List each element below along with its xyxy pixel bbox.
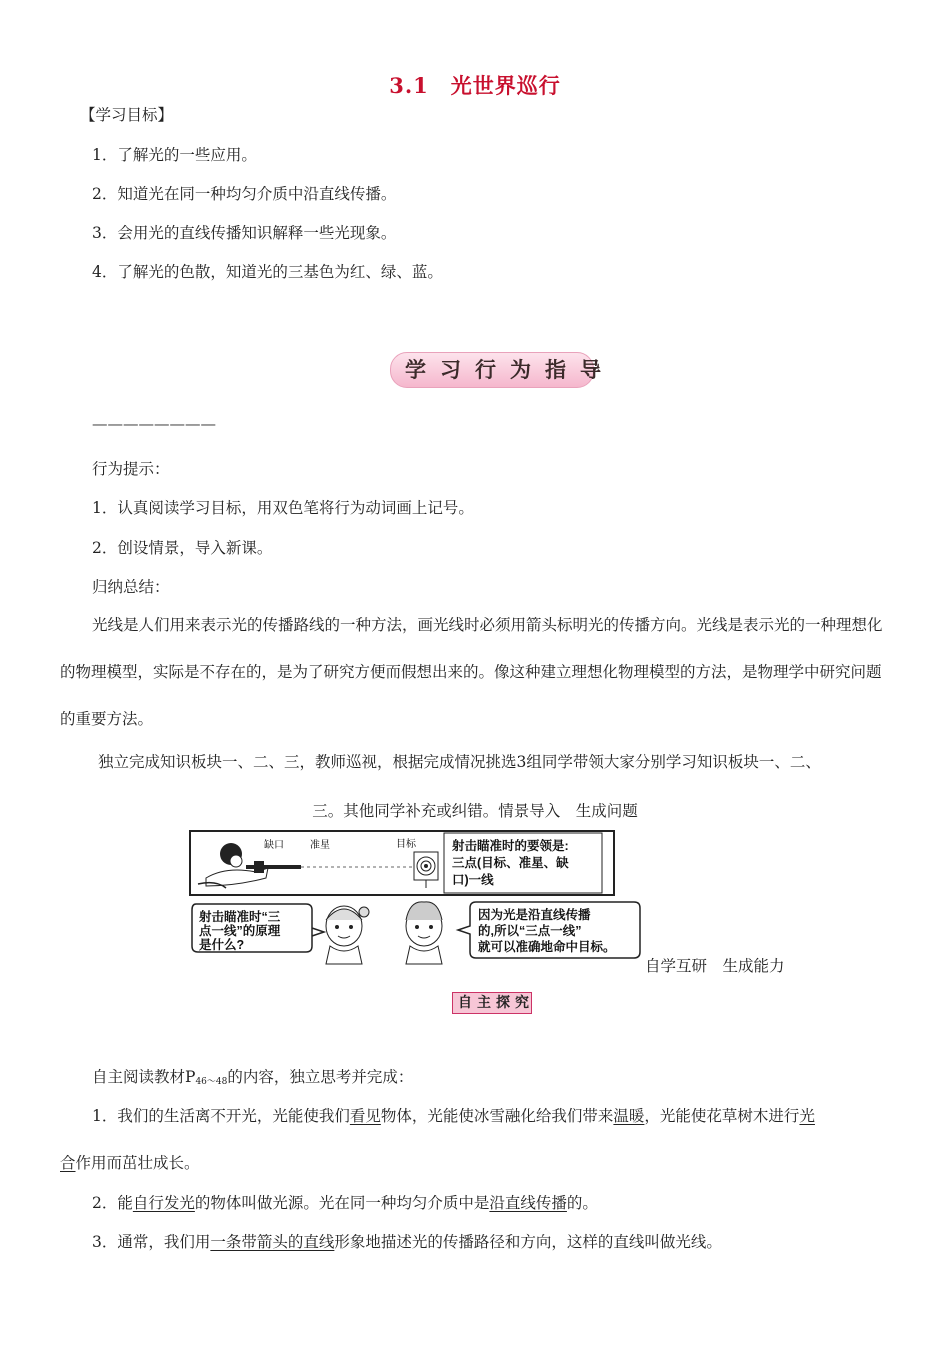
objective-item: 1．了解光的一些应用。 bbox=[92, 146, 257, 164]
answer-blank: 温暖 bbox=[613, 1107, 645, 1125]
boy-avatar bbox=[406, 902, 442, 964]
tip-line: 三点(目标、准星、缺 bbox=[452, 856, 569, 870]
answer-blank: 一条带箭头的直线 bbox=[210, 1233, 335, 1251]
tip-line: 口)一线 bbox=[452, 873, 494, 887]
divider: ———————— bbox=[92, 415, 216, 433]
answer-blank: 沿直线传播 bbox=[489, 1194, 567, 1212]
objectives-heading: 【学习目标】 bbox=[80, 106, 174, 124]
reading-instruction: 自主阅读教材$P_{46\sim 48}$的内容，独立思考并完成： bbox=[92, 1068, 414, 1087]
self-explore-badge bbox=[452, 992, 532, 1014]
hints-heading: 行为提示： bbox=[92, 460, 170, 478]
self-study-heading: 自学互研 生成能力 bbox=[645, 957, 785, 975]
task-instruction-cont: 三。其他同学补充或纠错。情景导入 生成问题 bbox=[312, 802, 638, 820]
summary-heading: 归纳总结： bbox=[92, 578, 170, 596]
hint-item: 2．创设情景，导入新课。 bbox=[92, 539, 273, 557]
summary-paragraph: 光线是人们用来表示光的传播路线的一种方法，画光线时必须用箭头标明光的传播方向。光线是表示光的一种理想化的物理模型，实际是不存在的，是为了研究方便而假想出来的。像这种建立理想化物理模型的方法，是物理学中研究问题的重要方法。 bbox=[60, 616, 883, 728]
task-instruction: 独立完成知识板块一、二、三，教师巡视，根据完成情况挑选3组同学带领大家分别学习知识板块一、二、 bbox=[98, 753, 821, 771]
page-title: 3.1 光世界巡行 bbox=[389, 73, 561, 98]
aiming-illustration bbox=[186, 828, 646, 968]
answer-blank: 看见 bbox=[349, 1107, 381, 1125]
question-1-cont: 合作用而茁壮成长。 bbox=[60, 1154, 200, 1172]
objective-item: 2．知道光在同一种均匀介质中沿直线传播。 bbox=[92, 185, 397, 203]
svg-text:因为光是沿直线传播 的,所以“三点一线” 就: 因为光是沿直线传播 的,所以“三点一线” 就可以准确地命中目标。 bbox=[478, 908, 616, 954]
svg-text:射击瞄准时“三 点一线”的原理 是什么?: 射击瞄准时“三 点一线”的原理 是什么? bbox=[199, 910, 281, 952]
tip-line: 射击瞄准时的要领是: bbox=[452, 839, 569, 853]
label-sight: 准星 bbox=[310, 840, 330, 851]
objective-item: 4．了解光的色散，知道光的三基色为红、绿、蓝。 bbox=[92, 263, 443, 281]
label-notch: 缺口 bbox=[264, 840, 284, 851]
label-target: 目标 bbox=[396, 839, 416, 850]
question-3: 3．通常，我们用一条带箭头的直线形象地描述光的传播路径和方向，这样的直线叫做光线。 bbox=[92, 1233, 722, 1251]
answer-blank: 合 bbox=[60, 1154, 76, 1172]
banner-label: 学习行为指导 bbox=[405, 357, 615, 382]
girl-avatar bbox=[326, 906, 369, 964]
answer-blank: 自行发光 bbox=[132, 1194, 195, 1212]
objective-item: 3．会用光的直线传播知识解释一些光现象。 bbox=[92, 224, 397, 242]
badge-label: 自主探究 bbox=[458, 995, 534, 1011]
hint-item: 1．认真阅读学习目标，用双色笔将行为动词画上记号。 bbox=[92, 499, 474, 517]
question-1: 1．我们的生活离不开光，光能使我们看见物体，光能使冰雪融化给我们带来温暖，光能使花草树木进行光 bbox=[92, 1107, 815, 1125]
question-2: 2．能自行发光的物体叫做光源。光在同一种均匀介质中是沿直线传播的。 bbox=[92, 1194, 598, 1212]
answer-blank: 光 bbox=[799, 1107, 815, 1125]
section-banner bbox=[390, 352, 615, 388]
